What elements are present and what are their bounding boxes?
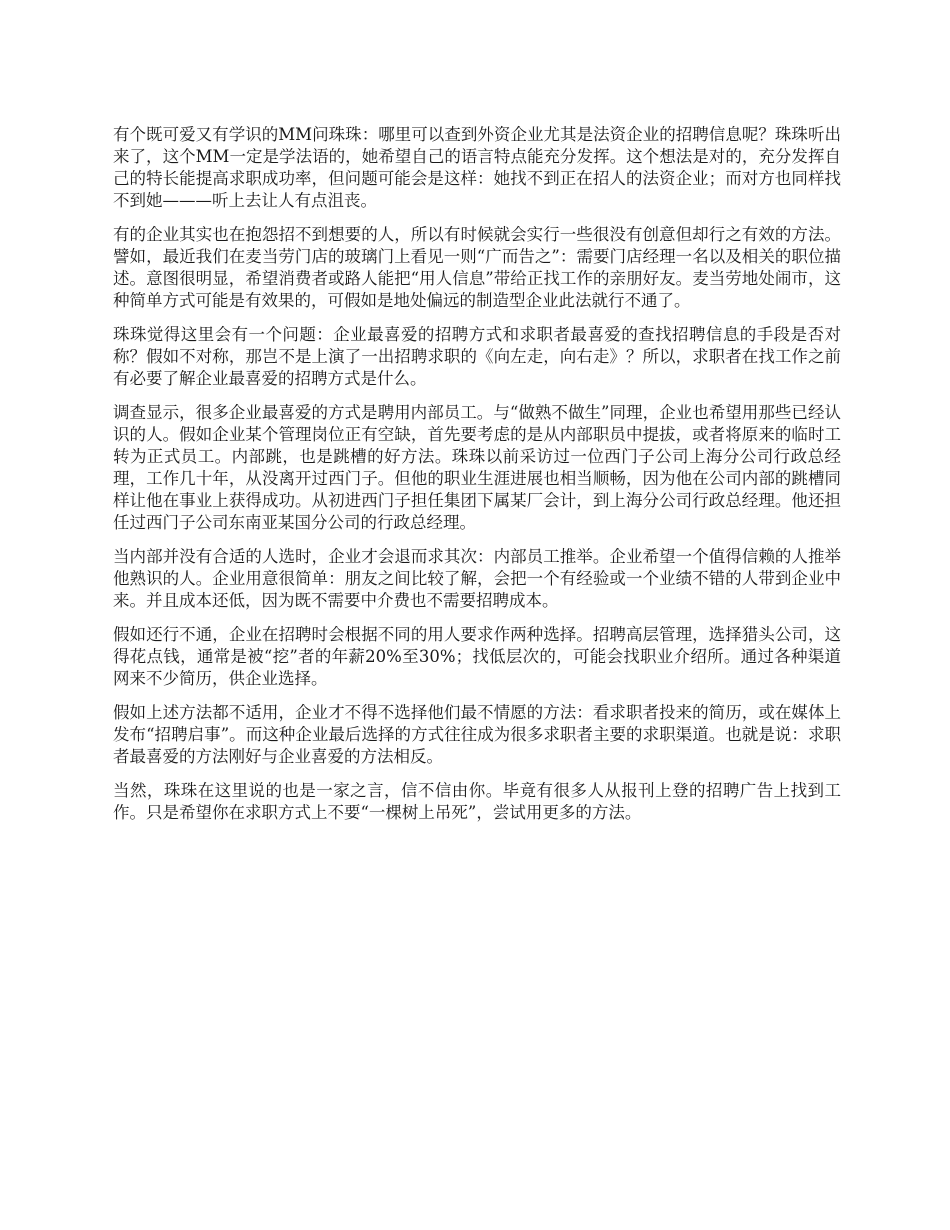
paragraph-1: 有个既可爱又有学识的MM问珠珠：哪里可以查到外资企业尤其是法资企业的招聘信息呢？珠珠听出来了，这个MM一定是学法语的，她希望自己的语言特点能充分发挥。这个想法是对的，充分发挥自己的特长能提高求职成功率，但问题可能会是这样：她找不到正在招人的法资企业；而对方也同样找不到她———听上去让人有点沮丧。: [113, 125, 841, 210]
paragraph-6: 假如还行不通，企业在招聘时会根据不同的用人要求作两种选择。招聘高层管理，选择猎头公司，这得花点钱，通常是被“挖”者的年薪20%至30%；找低层次的，可能会找职业介绍所。通过各种渠道网来不少简历，供企业选择。: [113, 625, 841, 688]
paragraph-7: 假如上述方法都不适用，企业才不得不选择他们最不情愿的方法：看求职者投来的简历，或在媒体上发布“招聘启事”。而这种企业最后选择的方式往往成为很多求职者主要的求职渠道。也就是说：求职者最喜爱的方法刚好与企业喜爱的方法相反。: [113, 703, 841, 766]
paragraph-5: 当内部并没有合适的人选时，企业才会退而求其次：内部员工推举。企业希望一个值得信赖的人推举他熟识的人。企业用意很简单：朋友之间比较了解，会把一个有经验或一个业绩不错的人带到企业中来。并且成本还低，因为既不需要中介费也不需要招聘成本。: [113, 547, 841, 610]
paragraph-8: 当然，珠珠在这里说的也是一家之言，信不信由你。毕竟有很多人从报刊上登的招聘广告上找到工作。只是希望你在求职方式上不要“一棵树上吊死”，尝试用更多的方法。: [113, 781, 841, 822]
paragraph-2: 有的企业其实也在抱怨招不到想要的人，所以有时候就会实行一些很没有创意但却行之有效的方法。譬如，最近我们在麦当劳门店的玻璃门上看见一则“广而告之”：需要门店经理一名以及相关的职位描述。意图很明显，希望消费者或路人能把“用人信息”带给正找工作的亲朋好友。麦当劳地处闹市，这种简单方式可能是有效果的，可假如是地处偏远的制造型企业此法就行不通了。: [113, 225, 841, 310]
document-body: [113, 124, 841, 836]
paragraph-4: 调查显示，很多企业最喜爱的方式是聘用内部员工。与“做熟不做生”同理，企业也希望用那些已经认识的人。假如企业某个管理岗位正有空缺，首先要考虑的是从内部职员中提拔，或者将原来的临时工转为正式员工。内部跳，也是跳槽的好方法。珠珠以前采访过一位西门子公司上海分公司行政总经理，工作几十年，从没离开过西门子。但他的职业生涯进展也相当顺畅，因为他在公司内部的跳槽同样让他在事业上获得成功。从初进西门子担任集团下属某厂会计，到上海分公司行政总经理。他还担任过西门子公司东南亚某国分公司的行政总经理。: [113, 403, 841, 532]
paragraph-3: 珠珠觉得这里会有一个问题：企业最喜爱的招聘方式和求职者最喜爱的查找招聘信息的手段是否对称？假如不对称，那岂不是上演了一出招聘求职的《向左走，向右走》？所以，求职者在找工作之前有必要了解企业最喜爱的招聘方式是什么。: [113, 325, 841, 388]
